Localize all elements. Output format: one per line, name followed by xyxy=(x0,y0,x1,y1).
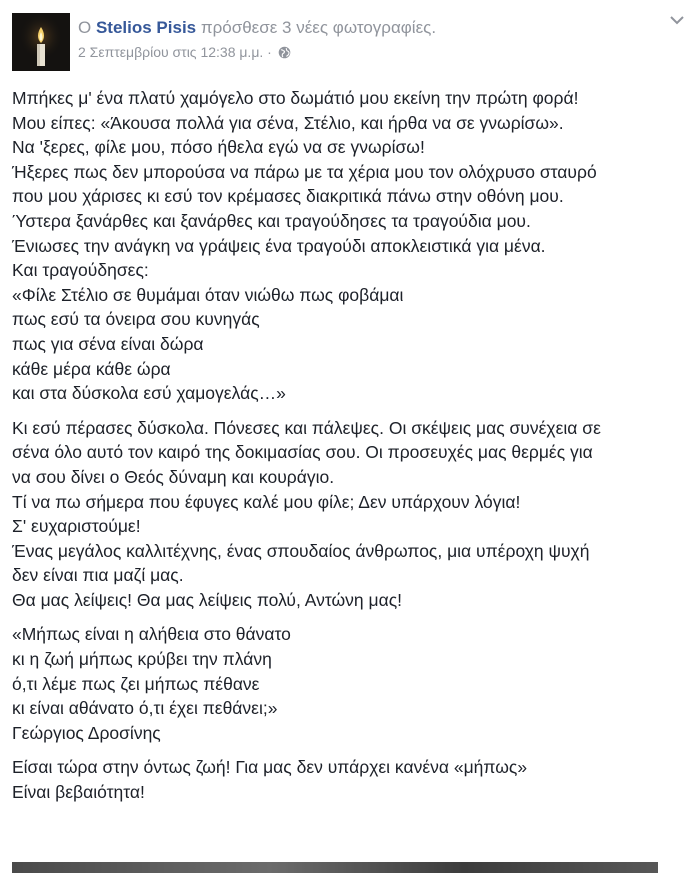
text-line: Ήξερες πως δεν μπορούσα να πάρω με τα χέρια μου τον ολόχρυσο σταυρό xyxy=(12,161,597,182)
text-line: πως για σένα είναι δώρα xyxy=(12,333,204,354)
author-name-link[interactable]: Stelios Pisis xyxy=(95,18,197,37)
text-line: κι είναι αθάνατο ό,τι έχει πεθάνει;» xyxy=(12,698,278,719)
text-line: Γεώργιος Δροσίνης xyxy=(12,722,161,743)
paragraph-4 xyxy=(12,755,692,804)
author-avatar[interactable] xyxy=(12,13,70,71)
text-line: Ύστερα ξανάρθες και ξανάρθες και τραγούδησες τα τραγούδια μου. xyxy=(12,210,531,231)
paragraph-3-poem xyxy=(12,622,692,745)
post-meta xyxy=(78,17,436,63)
text-line: Είσαι τώρα στην όντως ζωή! Για μας δεν υπάρχει κανένα «μήπως» xyxy=(12,757,528,778)
globe-icon[interactable] xyxy=(278,45,291,63)
post-subtitle-line xyxy=(78,43,436,63)
meta-separator: · xyxy=(267,44,272,60)
post-title-line xyxy=(78,17,436,39)
text-line: Και τραγούδησες: xyxy=(12,260,149,281)
text-line: να σου δίνει ο Θεός δύναμη και κουράγιο. xyxy=(12,466,335,487)
paragraph-1 xyxy=(12,86,692,406)
text-line: Κι εσύ πέρασες δύσκολα. Πόνεσες και πάλεψες. Οι σκέψεις μας συνέχεια σε xyxy=(12,417,601,438)
text-line: πως εσύ τα όνειρα σου κυνηγάς xyxy=(12,309,260,330)
text-line: Ένας μεγάλος καλλιτέχνης, ένας σπουδαίος άνθρωπος, μια υπέροχη ψυχή xyxy=(12,540,590,561)
text-line: Είναι βεβαιότητα! xyxy=(12,782,145,803)
author-prefix: Ο xyxy=(78,18,92,37)
post-body xyxy=(12,86,692,805)
paragraph-2 xyxy=(12,416,692,613)
text-line: που μου χάρισες κι εσύ τον κρέμασες διακριτικά πάνω στην οθόνη μου. xyxy=(12,186,564,207)
text-line: Σ' ευχαριστούμε! xyxy=(12,516,141,537)
text-line: δεν είναι πια μαζί μας. xyxy=(12,565,184,586)
text-line: κάθε μέρα κάθε ώρα xyxy=(12,358,171,379)
text-line: ό,τι λέμε πως ζει μήπως πέθανε xyxy=(12,673,260,694)
post-action: πρόσθεσε 3 νέες φωτογραφίες. xyxy=(200,18,437,37)
post-header xyxy=(12,13,692,73)
text-line: Τί να πω σήμερα που έφυγες καλέ μου φίλε; Δεν υπάρχουν λόγια! xyxy=(12,491,521,512)
chevron-down-icon[interactable] xyxy=(668,13,686,27)
text-line: «Μήπως είναι η αλήθεια στο θάνατο xyxy=(12,624,291,645)
candle-image xyxy=(12,13,70,71)
text-line: Μπήκες μ' ένα πλατύ χαμόγελο στο δωμάτιό μου εκείνη την πρώτη φορά! xyxy=(12,88,579,108)
text-line: σένα όλο αυτό τον καιρό της δοκιμασίας σου. Οι προσευχές μας θερμές για xyxy=(12,442,593,463)
text-line: κι η ζωή μήπως κρύβει την πλάνη xyxy=(12,649,272,670)
attached-photo-preview[interactable] xyxy=(12,862,658,873)
text-line: «Φίλε Στέλιο σε θυμάμαι όταν νιώθω πως φοβάμαι xyxy=(12,284,404,305)
text-line: και στα δύσκολα εσύ χαμογελάς…» xyxy=(12,383,286,404)
text-line: Ένιωσες την ανάγκη να γράψεις ένα τραγούδι αποκλειστικά για μένα. xyxy=(12,235,546,256)
text-line: Θα μας λείψεις! Θα μας λείψεις πολύ, Αντώνη μας! xyxy=(12,589,402,610)
text-line: Να 'ξερες, φίλε μου, πόσο ήθελα εγώ να σε γνωρίσω! xyxy=(12,137,425,158)
text-line: Μου είπες: «Άκουσα πολλά για σένα, Στέλιο, και ήρθα να σε γνωρίσω». xyxy=(12,112,564,133)
post-timestamp[interactable]: 2 Σεπτεμβρίου στις 12:38 μ.μ. xyxy=(78,44,264,60)
